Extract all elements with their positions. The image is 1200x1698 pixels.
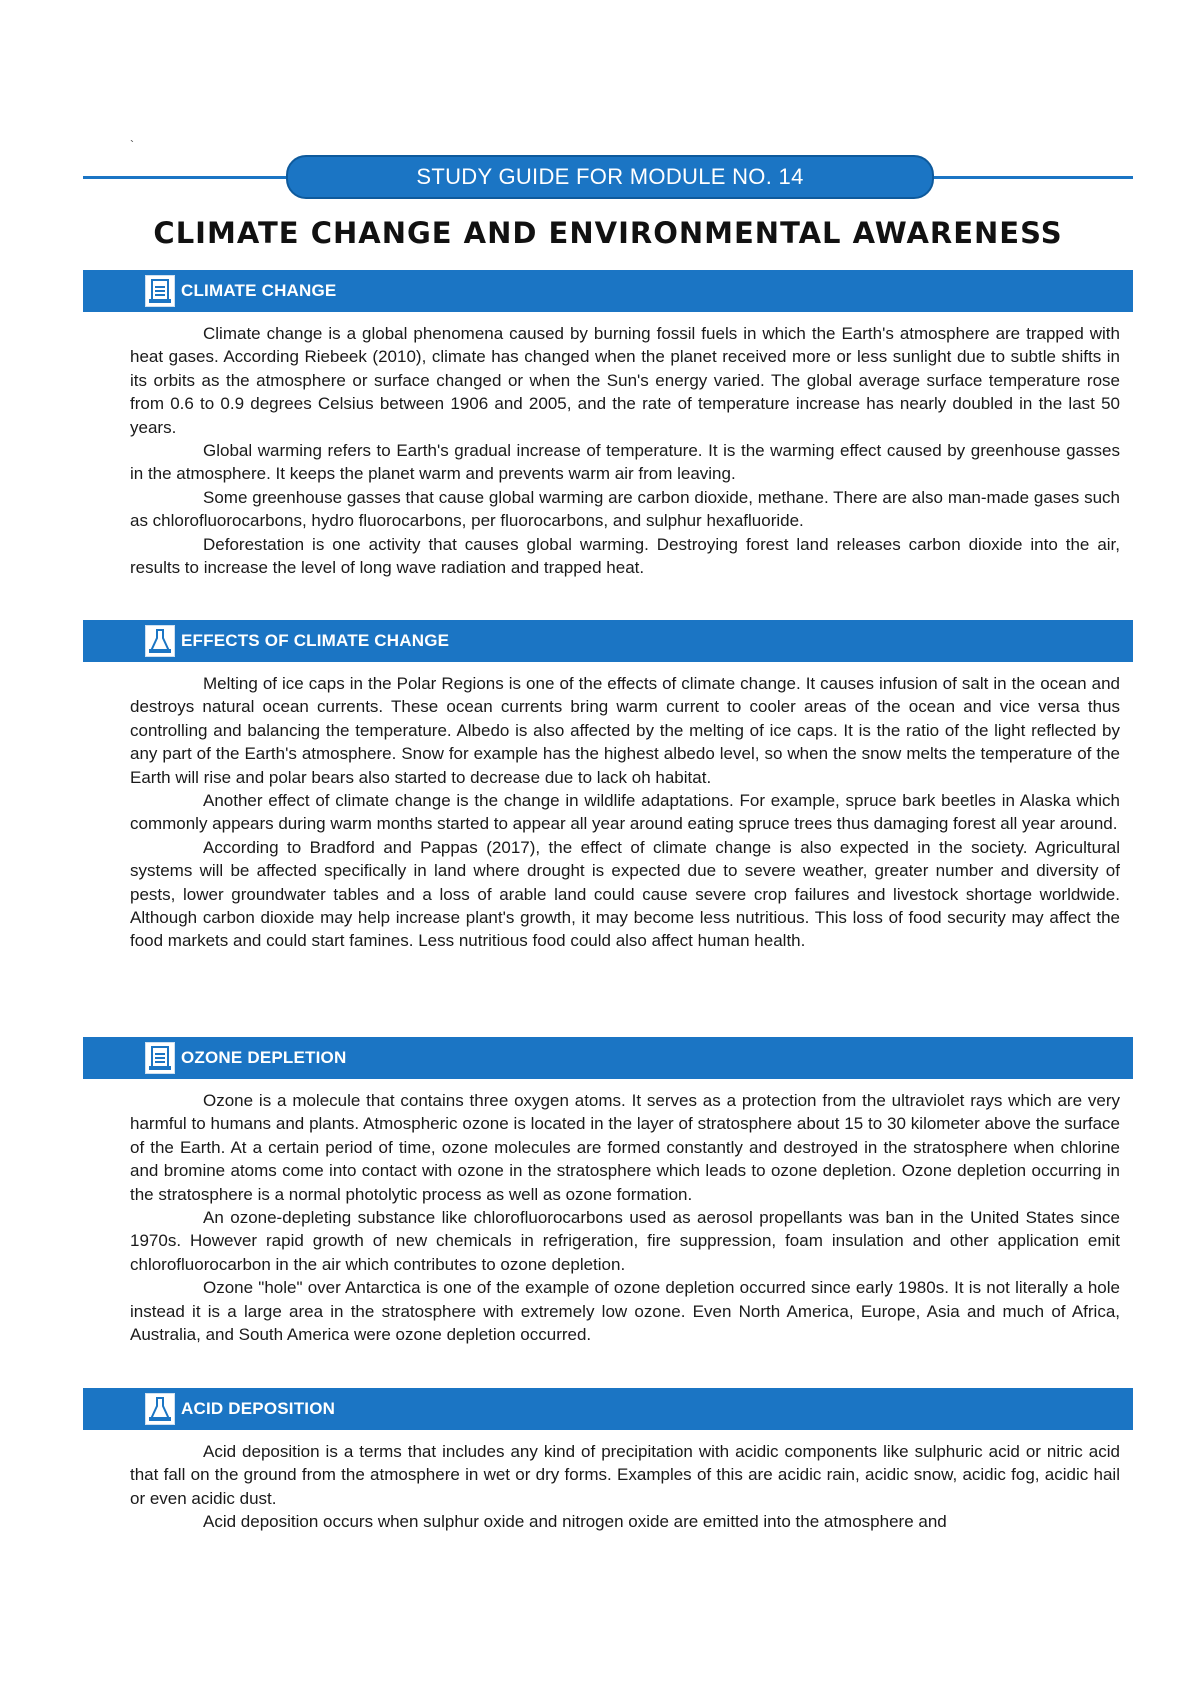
section-body xyxy=(83,1440,1133,1534)
section-body xyxy=(83,672,1133,953)
section-acid-deposition xyxy=(83,1388,1133,1534)
paragraph: Global warming refers to Earth's gradual increase of temperature. It is the warming effect caused by greenhouse gasses in the atmosphere. It keeps the planet warm and prevents warm air from leaving. xyxy=(130,441,1120,484)
paragraph: Some greenhouse gasses that cause global warming are carbon dioxide, methane. There are also man-made gases such as chlorofluorocarbons, hydro fluorocarbons, per fluorocarbons, and sulphur hexafluoride. xyxy=(130,487,1120,531)
paragraph: Climate change is a global phenomena caused by burning fossil fuels in which the Earth's atmosphere are trapped with heat gases. According Riebeek (2010), climate has changed when the planet received more or less sunlight due to subtle shifts in its orbits as the atmosphere or surface changed or when the Sun's energy varied. The global average surface temperature rose from 0.6 to 0.9 degrees Celsius between 1906 and 2005, and the rate of temperature increase has nearly doubled in the last 50 years. xyxy=(130,324,1120,437)
section-header xyxy=(83,1388,1133,1430)
section-heading: OZONE DEPLETION xyxy=(181,1048,347,1067)
module-banner xyxy=(83,152,1133,202)
section-header xyxy=(83,1037,1133,1079)
paragraph: An ozone-depleting substance like chlorofluorocarbons used as aerosol propellants was ban in the United States since 1970s. However rapid growth of new chemicals in refrigeration, fire suppression, foam insulation and other application emit chlorofluorocarbon in the air which contributes to ozone depletion. xyxy=(130,1208,1120,1274)
paragraph: Ozone "hole" over Antarctica is one of the example of ozone depletion occurred since early 1980s. It is not literally a hole instead it is a large area in the stratosphere with extremely low ozone. Even North America, Europe, Asia and much of Africa, Australia, and South America were ozone depletion occurred. xyxy=(130,1278,1120,1345)
paragraph: According to Bradford and Pappas (2017), the effect of climate change is also expected in the society. Agricultural systems will be affected specifically in land where drought is expected due to severe weather, greater number and diversity of pests, lower groundwater tables and a loss of arable land could cause severe crop failures and livestock shortage worldwide. Although carbon dioxide may help increase plant's growth, it may become less nutritious. This loss of food security may affect the food markets and could start famines. Less nutritious food could also affect human health. xyxy=(130,837,1120,951)
section-ozone-depletion xyxy=(83,1037,1133,1346)
section-climate-change xyxy=(83,270,1133,579)
banner-label: STUDY GUIDE FOR MODULE NO. 14 xyxy=(416,164,804,189)
section-heading: EFFECTS OF CLIMATE CHANGE xyxy=(181,631,450,650)
section-header xyxy=(83,620,1133,662)
flask-icon xyxy=(145,1393,175,1425)
section-heading: CLIMATE CHANGE xyxy=(181,281,337,300)
flask-icon xyxy=(145,625,175,657)
paragraph: Another effect of climate change is the change in wildlife adaptations. For example, spruce bark beetles in Alaska which commonly appears during warm months started to appear all year around eating spruce trees thus damaging forest all year around. xyxy=(130,791,1120,834)
stray-mark: ` xyxy=(130,138,134,152)
paragraph: Ozone is a molecule that contains three oxygen atoms. It serves as a protection from the ultraviolet rays which are very harmful to humans and plants. Atmospheric ozone is located in the layer of stratosphere about 15 to 30 kilometer above the surface of the Earth. At a certain period of time, ozone molecules are formed constantly and destroyed in the stratosphere when chlorine and bromine atoms come into contact with ozone in the stratosphere which leads to ozone depletion. Ozone depletion occurring in the stratosphere is a normal photolytic process as well as ozone formation. xyxy=(130,1091,1120,1204)
section-body xyxy=(83,322,1133,579)
paragraph: Acid deposition occurs when sulphur oxide and nitrogen oxide are emitted into the atmosphere and xyxy=(203,1512,947,1532)
section-body xyxy=(83,1089,1133,1346)
section-effects-of-climate-change xyxy=(83,620,1133,953)
paragraph: Acid deposition is a terms that includes any kind of precipitation with acidic components like sulphuric acid or nitric acid that fall on the ground from the atmosphere in wet or dry forms. Examples of this are acidic rain, acidic snow, acidic fog, acidic hail or even acidic dust. xyxy=(130,1442,1120,1508)
paragraph: Deforestation is one activity that causes global warming. Destroying forest land releases carbon dioxide into the air, results to increase the level of long wave radiation and trapped heat. xyxy=(130,534,1120,578)
banner-pill xyxy=(286,155,934,199)
page-title: CLIMATE CHANGE AND ENVIRONMENTAL AWARENESS xyxy=(153,216,1063,250)
section-heading: ACID DEPOSITION xyxy=(181,1399,336,1418)
document-icon xyxy=(145,275,175,307)
section-header xyxy=(83,270,1133,312)
paragraph: Melting of ice caps in the Polar Regions is one of the effects of climate change. It causes infusion of salt in the ocean and destroys natural ocean currents. These ocean currents bring warm current to cooler areas of the ocean and vice versa thus controlling and balancing the temperature. Albedo is also affected by the melting of ice caps. It is the ratio of the light reflected by any part of the Earth's atmosphere. Snow for example has the highest albedo level, so when the snow melts the temperature of the Earth will rise and polar bears also started to decrease due to lack oh habitat. xyxy=(130,674,1120,787)
document-icon xyxy=(145,1042,175,1074)
